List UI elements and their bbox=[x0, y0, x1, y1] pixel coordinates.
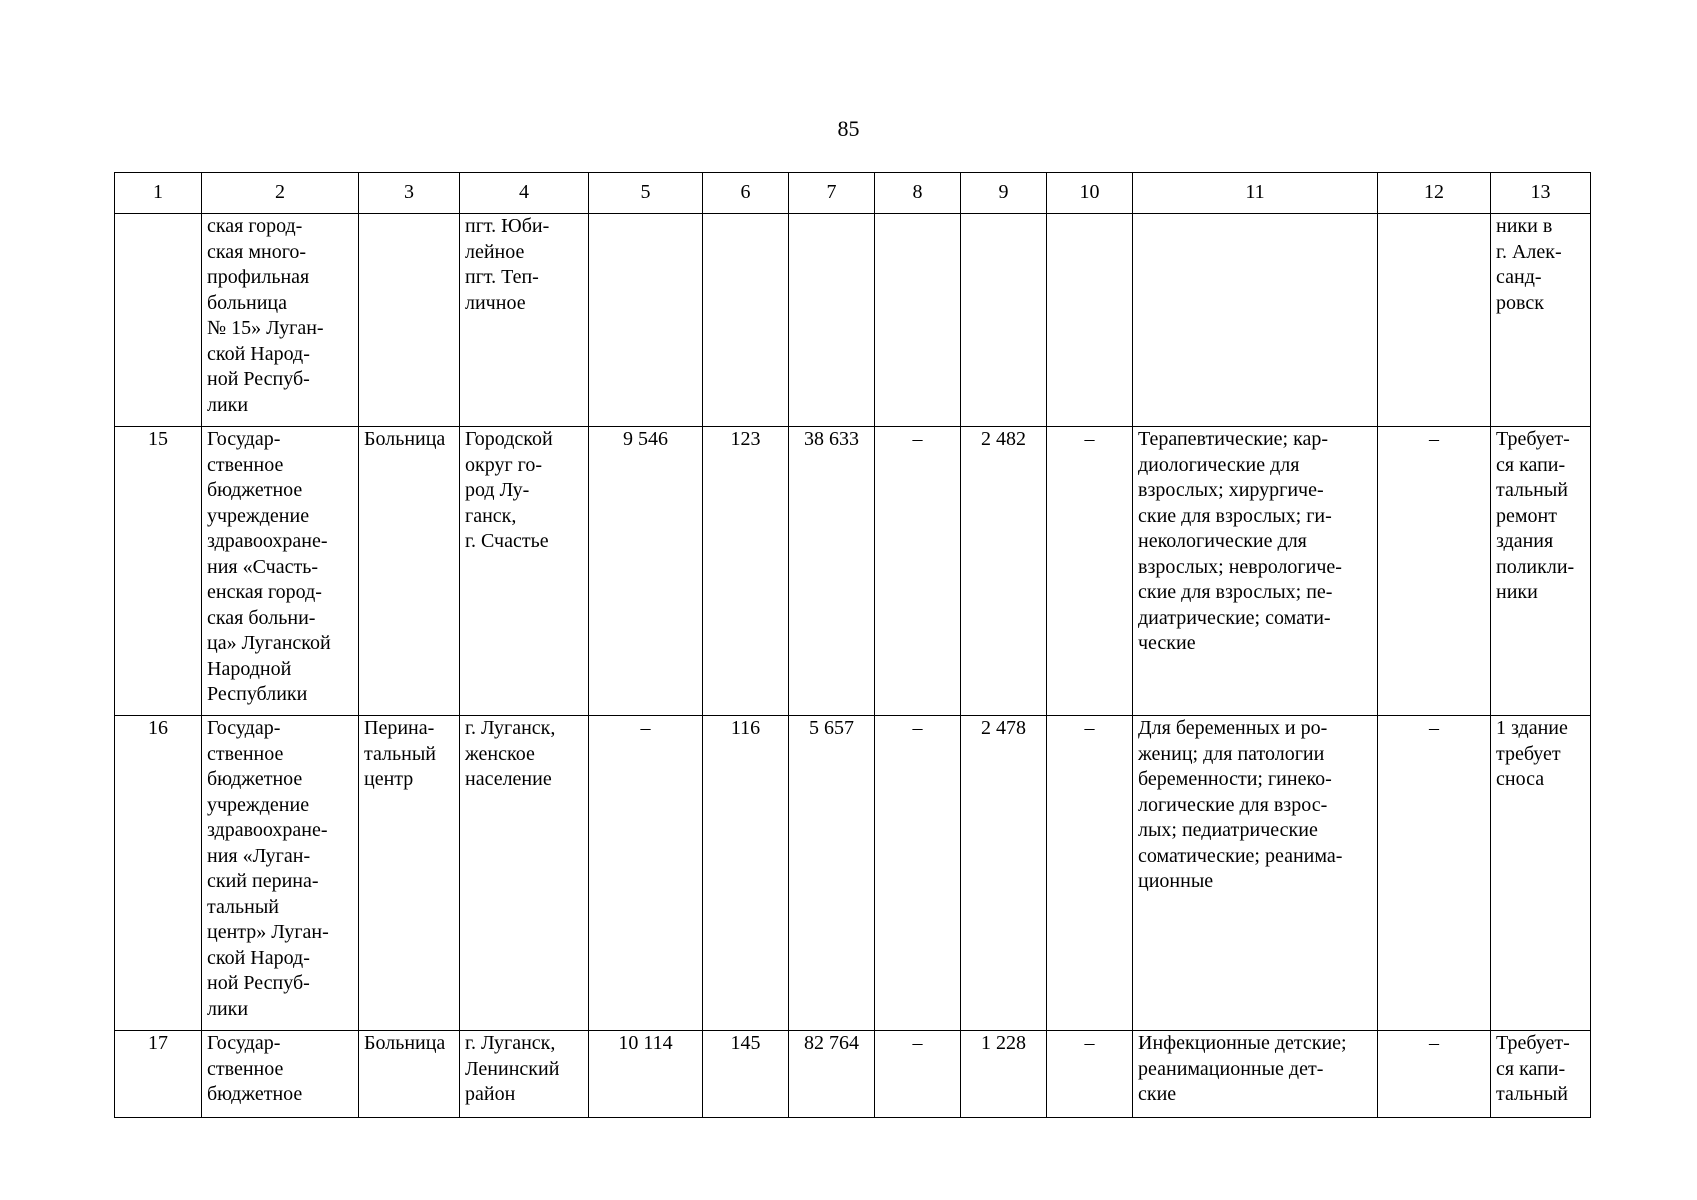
cell-col8: – bbox=[875, 716, 961, 1031]
cell-notes: Требует- ся капи- тальный bbox=[1491, 1031, 1591, 1118]
cell-profiles bbox=[1133, 214, 1378, 427]
cell-col9: 2 482 bbox=[961, 427, 1047, 716]
column-header: 7 bbox=[789, 173, 875, 214]
cell-col10 bbox=[1047, 214, 1133, 427]
cell-col5: 9 546 bbox=[589, 427, 703, 716]
column-header: 1 bbox=[115, 173, 202, 214]
cell-col8: – bbox=[875, 427, 961, 716]
cell-area: Городской округ го- род Лу- ганск, г. Счастье bbox=[460, 427, 589, 716]
cell-institution: Государ- ственное бюджетное учреждение здравоохране- ния «Счасть- енская город- ская больни- ца» Луганской Народной Республики bbox=[202, 427, 359, 716]
column-number-row bbox=[115, 173, 1591, 214]
cell-col7: 38 633 bbox=[789, 427, 875, 716]
cell-institution: Государ- ственное бюджетное учреждение здравоохране- ния «Луган- ский перина- тальный центр» Луган- ской Народ- ной Респуб- лики bbox=[202, 716, 359, 1031]
cell-col10: – bbox=[1047, 427, 1133, 716]
cell-col6 bbox=[703, 214, 789, 427]
column-header: 10 bbox=[1047, 173, 1133, 214]
cell-col9: 2 478 bbox=[961, 716, 1047, 1031]
cell-col5 bbox=[589, 214, 703, 427]
cell-profiles: Инфекционные детские; реанимационные дет- ские bbox=[1133, 1031, 1378, 1118]
cell-col9: 1 228 bbox=[961, 1031, 1047, 1118]
cell-number: 17 bbox=[115, 1031, 202, 1118]
cell-col7: 5 657 bbox=[789, 716, 875, 1031]
column-header: 13 bbox=[1491, 173, 1591, 214]
cell-col6: 116 bbox=[703, 716, 789, 1031]
column-header: 2 bbox=[202, 173, 359, 214]
cell-col10: – bbox=[1047, 716, 1133, 1031]
cell-profiles: Для беременных и ро- жениц; для патологии беременности; гинеко- логические для взрос- лых; педиатрические соматические; реанима- ционные bbox=[1133, 716, 1378, 1031]
cell-profiles: Терапевтические; кар- диологические для взрослых; хирургиче- ские для взрослых; ги- некологические для взрослых; неврологиче- ские для взрослых; пе- диатрические; сомати- ческие bbox=[1133, 427, 1378, 716]
cell-type: Больница bbox=[359, 427, 460, 716]
cell-col10: – bbox=[1047, 1031, 1133, 1118]
column-header: 6 bbox=[703, 173, 789, 214]
cell-col12: – bbox=[1378, 427, 1491, 716]
cell-notes: ники в г. Алек- санд- ровск bbox=[1491, 214, 1591, 427]
column-header: 3 bbox=[359, 173, 460, 214]
column-header: 11 bbox=[1133, 173, 1378, 214]
cell-col6: 145 bbox=[703, 1031, 789, 1118]
cell-type: Больница bbox=[359, 1031, 460, 1118]
cell-col7: 82 764 bbox=[789, 1031, 875, 1118]
cell-area: г. Луганск, Ленинский район bbox=[460, 1031, 589, 1118]
column-header: 4 bbox=[460, 173, 589, 214]
cell-institution: Государ- ственное бюджетное bbox=[202, 1031, 359, 1118]
cell-area: пгт. Юби- лейное пгт. Теп- личное bbox=[460, 214, 589, 427]
cell-col8: – bbox=[875, 1031, 961, 1118]
cell-col5: – bbox=[589, 716, 703, 1031]
cell-type: Перина- тальный центр bbox=[359, 716, 460, 1031]
cell-number bbox=[115, 214, 202, 427]
cell-type bbox=[359, 214, 460, 427]
column-header: 9 bbox=[961, 173, 1047, 214]
column-header: 12 bbox=[1378, 173, 1491, 214]
cell-number: 16 bbox=[115, 716, 202, 1031]
cell-col12 bbox=[1378, 214, 1491, 427]
column-header: 8 bbox=[875, 173, 961, 214]
table-row-16 bbox=[115, 716, 1591, 1031]
cell-col5: 10 114 bbox=[589, 1031, 703, 1118]
cell-area: г. Луганск, женское население bbox=[460, 716, 589, 1031]
cell-notes: 1 здание требует сноса bbox=[1491, 716, 1591, 1031]
cell-notes: Требует- ся капи- тальный ремонт здания поликли- ники bbox=[1491, 427, 1591, 716]
cell-col6: 123 bbox=[703, 427, 789, 716]
cell-col12: – bbox=[1378, 716, 1491, 1031]
page-number: 85 bbox=[837, 116, 860, 141]
column-header: 5 bbox=[589, 173, 703, 214]
cell-col8 bbox=[875, 214, 961, 427]
table-row-15 bbox=[115, 427, 1591, 716]
cell-number: 15 bbox=[115, 427, 202, 716]
table-row-continued bbox=[115, 214, 1591, 427]
cell-institution: ская город- ская много- профильная больница № 15» Луган- ской Народ- ной Респуб- лики bbox=[202, 214, 359, 427]
table-row-17 bbox=[115, 1031, 1591, 1118]
cell-col12: – bbox=[1378, 1031, 1491, 1118]
cell-col7 bbox=[789, 214, 875, 427]
facilities-table bbox=[114, 172, 1591, 1118]
cell-col9 bbox=[961, 214, 1047, 427]
